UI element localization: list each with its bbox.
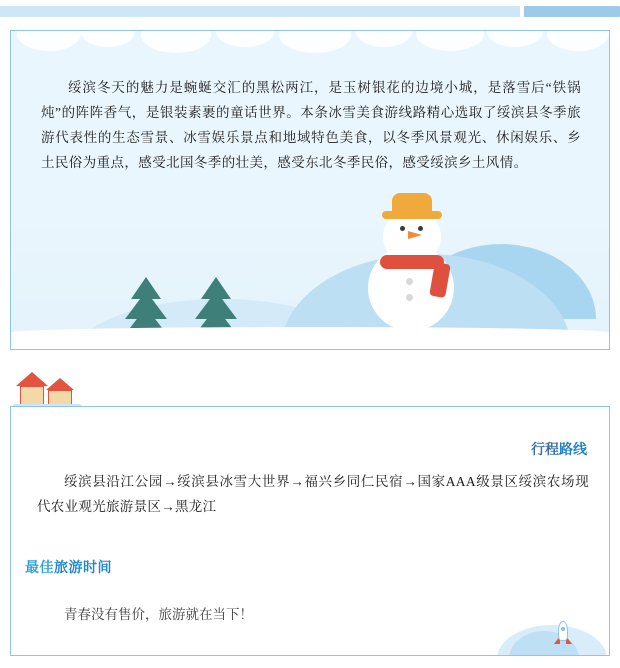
top-decorative-bar — [0, 6, 620, 18]
rocket-icon — [555, 621, 571, 647]
best-time-text: 青春没有售价，旅游就在当下！ — [64, 607, 253, 622]
best-time-heading-rest: 旅游时间 — [54, 561, 112, 576]
top-bar-left-segment — [0, 6, 520, 17]
route-heading — [531, 439, 587, 459]
route-text: 绥滨县沿江公园→绥滨县冰雪大世界→福兴乡同仁民宿→国家AAA级景区绥滨农场现代农业观光旅游景区→黑龙江 — [37, 474, 589, 514]
intro-paragraph: 绥滨冬天的魅力是蜿蜒交汇的黑松两江，是玉树银花的边境小城，是落雪后“铁锅炖”的阵阵香气，是银装素裹的童话世界。本条冰雪美食游线路精心选取了绥滨县冬季旅游代表性的生态雪景、冰雪娱乐景点和地域特色美食，以冬季风景观光、休闲娱乐、乡土民俗为重点，感受北国冬季的壮美，感受东北冬季民俗，感受绥滨乡土风情。 — [41, 80, 581, 170]
route-heading-prefix: 行程 — [531, 443, 559, 458]
snowman-icon — [356, 211, 466, 331]
top-bar-right-segment — [524, 6, 620, 17]
route-heading-accent: 路线 — [559, 443, 587, 458]
best-time-heading-accent: 最佳 — [25, 561, 54, 576]
cloud-row-decoration — [11, 31, 609, 57]
mountain-decoration — [489, 607, 609, 655]
intro-card — [10, 30, 610, 350]
route-card — [10, 406, 610, 656]
snow-ground — [11, 327, 609, 349]
best-time-heading — [25, 557, 112, 577]
snow-house-icon — [12, 368, 82, 408]
